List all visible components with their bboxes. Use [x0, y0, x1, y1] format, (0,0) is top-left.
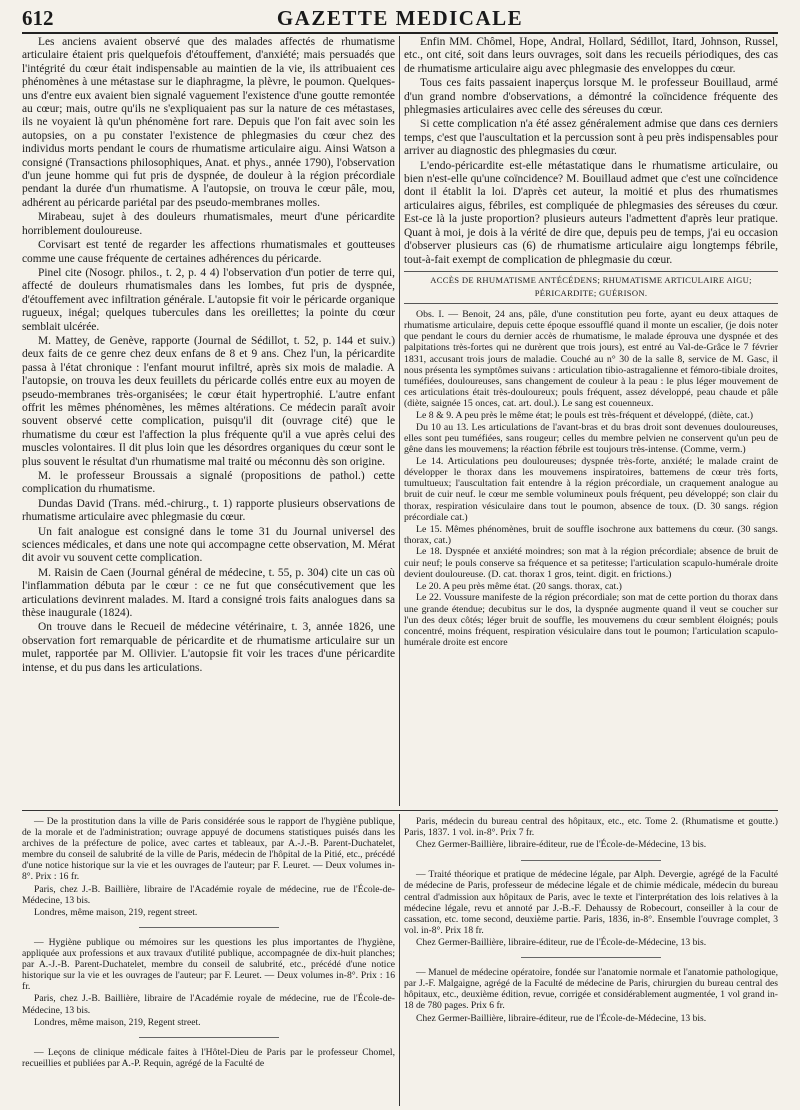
paragraph: Enfin MM. Chômel, Hope, Andral, Hollard, Sédillot, Itard, Johnson, Russel, etc., ont cité, soit dans leurs ouvrages, soit dans les recueils périodiques, des cas de rhumatisme articulaire aigu avec phlegmasie des enveloppes du cœur.: [404, 36, 778, 75]
paragraph: L'endo-péricardite est-elle métastatique dans le rhumatisme articulaire, ou bien n'est-elle qu'une coïncidence? M. Bouillaud admet que c'est une coïncidence dont il établit la loi. D'après cet auteur, la moitié et plus des rhumatismes articulaires aigus, fébriles, est compliquée de phlegmasies des séreuses du cœur. Est-ce là la juste proportion? plusieurs auteurs l'admettent d'après leur pratique. Quant à moi, je dois à la vérité de dire que, depuis peu de temps, j'ai eu occasion d'observer plusieurs cas (6) de rhumatisme articulaire aigu longtemps fébrile, tout-à-fait exempt de complication de phlegmasie du cœur.: [404, 159, 778, 266]
article-column-right: [404, 36, 778, 804]
bibliography-entry: — Manuel de médecine opératoire, fondée sur l'anatomie normale et l'anatomie pathologique, par J.-F. Malgaigne, agrégé de la Faculté de médecine de Paris, chirurgien du bureau central des hôpitaux, etc., deuxième édition, revue, corrigée et considérablement augmentée, 1 vol grand in-18 de 780 pages. Prix 6 fr.: [404, 967, 778, 1012]
observation-paragraph: Obs. I. — Benoit, 24 ans, pâle, d'une constitution peu forte, ayant eu deux attaques de rhumatisme articulaire, depuis cette époque essoufflé quand il monte un escalier, (je dois noter que pendant le cours du dernier accès de rhumatisme, le malade éprouva une dyspnée et des palpitations très-fortes qui ne durèrent que trois jours), est entré au Val-de-Grâce le 7 février 1831, accusant trois jours de maladie. Couché au n° 30 de la salle 8, service de M. Gasc, il nous présenta les symptômes suivans : articulation tibio-astragalienne et fémoro-tibiale droites, tuméfiées, douloureuses, sans changement de couleur à la peau : le plus léger mouvement de ces articulations était très-douloureux; pouls fréquent, assez développé, peau chaude et pâle (diète, saignée 15 onces, cat. art. doul.). Le sang est couenneux.: [404, 308, 778, 410]
bibliography-imprint: Paris, chez J.-B. Baillière, libraire de l'Académie royale de médecine, rue de l'École-de-Médecine, 13 bis.: [22, 993, 395, 1016]
observation-paragraph: Le 8 & 9. A peu près le même état; le pouls est très-fréquent et développé, (diète, cat.): [416, 410, 754, 422]
bibliography-imprint: Chez Germer-Baillière, libraire-éditeur, rue de l'École-de-Médecine, 13 bis.: [416, 1012, 707, 1024]
paragraph: Tous ces faits passaient inaperçus lorsque M. le professeur Bouillaud, armé d'un grand nombre d'observations, a démontré la coïncidence fréquente des phlegmasies articulaires avec celle des séreuses du cœur.: [404, 77, 778, 117]
bibliography-imprint: Chez Germer-Baillière, libraire-éditeur, rue de l'École-de-Médecine, 13 bis.: [416, 839, 707, 851]
separator: [404, 854, 778, 865]
section-divider: [22, 810, 778, 811]
article-column-left: [22, 36, 395, 804]
observation-paragraph: Le 15. Mêmes phénomènes, bruit de souffle isochrone aux battemens du cœur. (30 sangs. thorax, cat.): [404, 523, 778, 546]
observation-heading: ACCÈS DE RHUMATISME ANTÉCÉDENS; RHUMATISME ARTICULAIRE AIGU; PÉRICARDITE; GUÉRISON.: [404, 271, 778, 304]
bibliography-imprint: Paris, chez J.-B. Baillière, libraire de l'Académie royale de médecine, rue de l'École-de-Médecine, 13 bis.: [22, 883, 395, 906]
separator: [22, 1032, 395, 1043]
paragraph: Pinel cite (Nosogr. philos., t. 2, p. 4 4) l'observation d'un potier de terre qui, affecté de douleurs rhumatismales dans les lombes, fut pris de dyspnée, d'étouffement avec infiltration générale. L'autopsie fit voir le péricarde organique rugueux, inégal; quelques tubercules dans les oreillettes; la pointe du cœur semblait ulcérée.: [22, 266, 395, 333]
paragraph: Un fait analogue est consigné dans le tome 31 du Journal universel des sciences médicales, et dans une note qui accompagne cette observation, M. Mérat dit avoir vu souvent cette complication.: [22, 525, 395, 565]
bibliography-imprint: Chez Germer-Baillière, libraire-éditeur, rue de l'École-de-Médecine, 13 bis.: [416, 936, 707, 948]
bibliography-entry: — Hygiène publique ou mémoires sur les questions les plus importantes de l'hygiène, appliquée aux professions et aux travaux d'utilité publique, accompagnée de dix-huit planches; par A.-J.-B. Parent-Duchatelet, membre du conseil de salubrité, etc., précédé d'une notice historique sur la vie et les ouvrages de l'auteur; par F. Leuret. — Deux volumes in-8°. Prix : 16 fr.: [22, 936, 395, 993]
paragraph: M. Raisin de Caen (Journal général de médecine, t. 55, p. 304) cite un cas où l'inflammation débuta par le cœur : ce ne fut que consécutivement que les articulations devinrent malades. M. Itard a consigné trois faits analogues dans sa thèse inaugurale (1824).: [22, 566, 395, 620]
separator: [22, 922, 395, 933]
journal-title: GAZETTE MEDICALE: [276, 6, 524, 30]
paragraph: Mirabeau, sujet à des douleurs rhumatismales, meurt d'une péricardite horriblement douloureuse.: [22, 211, 395, 237]
bibliography-imprint: Londres, même maison, 219, Regent street.: [34, 1016, 201, 1028]
observation-block: [404, 309, 778, 649]
page-header: [22, 6, 778, 34]
observation-paragraph: Le 14. Articulations peu douloureuses; dyspnée très-forte, anxiété; le malade craint de développer le thorax dans les mouvemens inspiratoires, battemens de cœur très forts, tumultueux; l'auscultation fait entendre à la région précordiale, un craquement analogue au bruit de cuir neuf. le cœur me semble volumineux pouls fréquent, peu développé; son clair du thorax, respiration vésiculaire dans tout le poumon, absence de toux. (D. 30 sangs. région précordiale cat.): [404, 455, 778, 523]
bibliography-column-right: [404, 816, 778, 1106]
page-number: 612: [22, 6, 54, 30]
observation-paragraph: Le 22. Voussure manifeste de la région précordiale; son mat de cette portion du thorax dans une grande étendue; decubitus sur le dos, la dyspnée augmente quand il veut se coucher sur l'un des deux côtés; léger bruit de souffle, les mouvemens du cœur semblent éloignés; pouls concentré, moins fréquent, respiration vésiculaire dans tout le poumon; l'articulation scapulo-humérale droite est encore: [404, 592, 778, 649]
bibliography-entry: — Traité théorique et pratique de médecine légale, par Alph. Devergie, agrégé de la Faculté de médecine de Paris, professeur de médecine légale et de chimie médicale, médecin du bureau central d'admission aux hôpitaux de Paris, avec le texte et l'interprétation des lois relatives à la médecine légale, revu et annoté par J.-B.-F. Dehaussy de Robecourt, conseiller à la cour de cassation, etc. tome second, deuxième partie. Paris, 1836, in-8°. Ensemble l'ouvrage complet, 3 vol. in-8°. Prix 18 fr.: [404, 869, 778, 936]
separator: [404, 952, 778, 963]
bibliography-column-left: [22, 816, 395, 1106]
column-divider: [399, 36, 400, 806]
observation-paragraph: Le 20. A peu près même état. (20 sangs. thorax, cat.): [416, 580, 622, 592]
paragraph: Les anciens avaient observé que des malades affectés de rhumatisme articulaire étaient pris quelquefois d'étouffement, d'anxiété; mais persuadés que l'intégrité du cœur était indispensable au maintien de la vie, ils attribuaient ces phénomènes à une métastase sur le diaphragme, la plèvre, le poumon. Quelques-uns d'entre eux avaient bien signalé vaguement l'existence d'une goutte remontée au cœur; mais, outre qu'ils ne s'expliquaient pas sur la nature de ces métastases, ils ne voyaient là qu'un phénomène fort rare. Depuis que l'on fait avec soin les autopsies, on a pu constater l'existence de phlegmasies du cœur chez des individus morts pendant le cours de rhumatisme articulaire aigu. Ainsi Watson a consigné (Transactions philosophiques, Anat. et phys., année 1790), l'observation d'un jeune homme qui fut pris de dyspnée, de douleur à la région précordiale pendant la durée d'un rhumatisme. A l'autopsie, on trouva le cœur pâle, mou, adhérent au péricarde pariétal par des pseudo-membranes molles.: [22, 36, 395, 209]
paragraph: Si cette complication n'a été assez généralement admise que dans ces derniers temps, c'est que l'auscultation et la percussion sont à peu près indispensables pour arriver au diagnostic des phlegmasies du cœur.: [404, 118, 778, 158]
bibliography-entry: Paris, médecin du bureau central des hôpitaux, etc., etc. Tome 2. (Rhumatisme et goutte.) Paris, 1837. 1 vol. in-8°. Prix 7 fr.: [404, 816, 778, 839]
bibliography-entry: — Leçons de clinique médicale faites à l'Hôtel-Dieu de Paris par le professeur Chomel, recueillies et publiées par A.-P. Requin, agrégé de la Faculté de: [22, 1046, 395, 1069]
observation-paragraph: Le 18. Dyspnée et anxiété moindres; son mat à la région précordiale; absence de bruit de cuir neuf; le pouls conserve sa fréquence et sa petitesse; l'articulation scapulo-humérale droite devient douloureuse. (D. cat. thorax 1 gros, teint. digit. en frictions.): [404, 546, 778, 580]
observation-paragraph: Du 10 au 13. Les articulations de l'avant-bras et du bras droit sont devenues douloureuses, elles sont peu tuméfiées, sans rougeur; celles du membre pelvien ne conservent qu'un peu de gêne dans les mouvemens; la réaction fébrile est toujours très-intense. (Comme, verm.): [404, 421, 778, 456]
paragraph: Corvisart est tenté de regarder les affections rhumatismales et goutteuses comme une cause fréquente de certaines adhérences du péricarde.: [22, 239, 395, 265]
bibliography-entry: — De la prostitution dans la ville de Paris considérée sous le rapport de l'hygiène publique, de la morale et de l'administration; ouvrage appuyé de documens statistiques puisés dans les archives de la préfecture de police, avec cartes et tableaux, par A.-J.-B. Parent-Duchatelet, membre du conseil de salubrité de la ville de Paris, médecin de l'hôpital de la Pitié, etc., précédé d'une notice historique sur la vie et les ouvrages de l'auteur; par F. Leuret. — Deux volumes in-8°. Prix : 16 fr.: [22, 816, 395, 883]
paragraph: M. le professeur Broussais a signalé (propositions de pathol.) cette complication du rhumatisme.: [22, 470, 395, 496]
paragraph: Dundas David (Trans. méd.-chirurg., t. 1) rapporte plusieurs observations de rhumatisme articulaire avec phlegmasie du cœur.: [22, 497, 395, 524]
column-divider-bottom: [399, 814, 400, 1106]
bibliography-imprint: Londres, même maison, 219, regent street.: [34, 906, 198, 918]
paragraph: On trouve dans le Recueil de médecine vétérinaire, t. 3, année 1826, une observation fort remarquable de péricardite et de rhumatisme articulaire sur un mulet, rapportée par M. Ollivier. L'autopsie fit voir les traces d'une péricardite intense, et du pus dans les articulations.: [22, 621, 395, 674]
paragraph: M. Mattey, de Genève, rapporte (Journal de Sédillot, t. 52, p. 144 et suiv.) deux faits de ce genre chez deux enfans de 8 et 9 ans. Chez l'un, la péricardite passa à l'état chronique : l'enfant mourut infiltré, après six mois de maladie. A l'autopsie, on trouva les deux feuillets du péricarde collés entre eux au moyen de pseudo-membranes très-organisées; le cœur était hypertrophié. L'autre enfant offrit les mêmes phénomènes, les mêmes altérations. Ce médecin paraît avoir souvent observé cette complication, puisqu'il dit (ouvrage cité) que le rhumatisme du cœur est l'affection la plus fréquente qu'il a vue après celui des muscles volontaires. Il dit plus loin que les désordres organiques du cœur sont le plus souvent le résultat d'un rhumatisme mal traité ou méconnu dès son origine.: [22, 334, 395, 468]
